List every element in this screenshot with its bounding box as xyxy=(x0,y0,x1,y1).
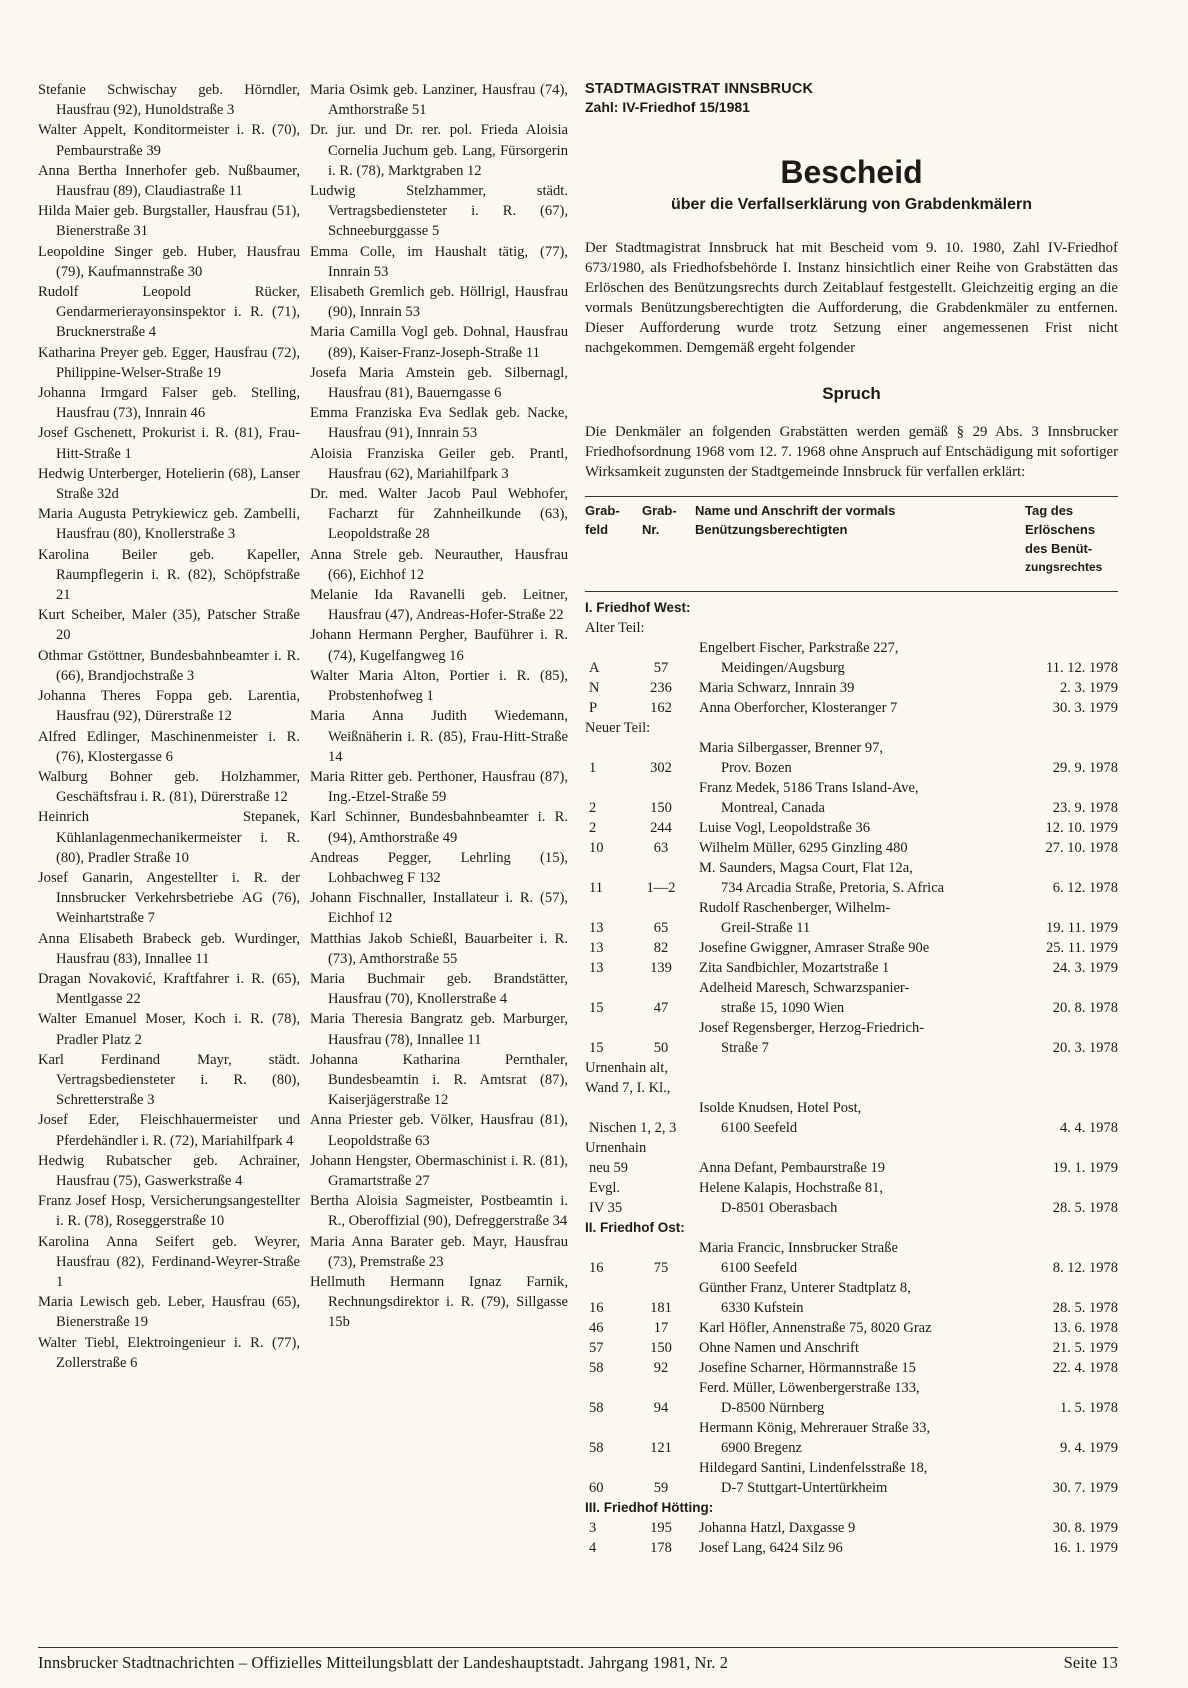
holder-line: Helene Kalapis, Hochstraße 81, xyxy=(699,1180,884,1196)
holder-name-address xyxy=(685,858,1018,898)
expiry-date: 30. 8. 1979 xyxy=(1052,1520,1118,1536)
obituary-entry: Dr. med. Walter Jacob Paul Webhofer, Facharzt für Zahnheilkunde (63), Leopoldstraße 28 xyxy=(310,486,568,543)
header-date-line4: zungsrechtes xyxy=(1025,560,1103,574)
header-date-line2: Erlöschens xyxy=(1025,522,1096,537)
obituary-entry: Johanna Irmgard Falser geb. Stelling, Hausfrau (73), Innrain 46 xyxy=(38,385,300,422)
obituary-entry: Karolina Anna Seifert geb. Weyrer, Hausfrau (82), Ferdinand-Weyrer-Straße 1 xyxy=(38,1233,300,1290)
table-row xyxy=(585,1178,1118,1218)
holder-name-address xyxy=(685,778,1018,818)
expiry-date: 11. 12. 1978 xyxy=(1046,660,1118,676)
holder-line: Josef Regensberger, Herzog-Friedrich- xyxy=(699,1020,925,1036)
table-row xyxy=(585,898,1118,938)
grave-field: 11 xyxy=(589,880,603,896)
holder-line: Meidingen/Augsburg xyxy=(721,660,845,676)
obituary-column-left xyxy=(38,80,300,1373)
grave-number: 162 xyxy=(650,700,672,716)
grave-field: 3 xyxy=(589,1520,597,1536)
obituary-entry: Johanna Theres Foppa geb. Larentia, Hausfrau (92), Dürerstraße 12 xyxy=(38,688,300,725)
grave-field: 13 xyxy=(589,920,604,936)
grave-field: 58 xyxy=(589,1360,604,1376)
grave-field: 2 xyxy=(589,820,597,836)
grave-field: 58 xyxy=(589,1400,604,1416)
holder-line: Zita Sandbichler, Mozartstraße 1 xyxy=(699,960,890,976)
spruch-heading: Spruch xyxy=(822,384,881,403)
header-date xyxy=(1025,501,1118,577)
obituary-entry: Andreas Pegger, Lehrling (15), Lohbachweg F 132 xyxy=(310,849,568,886)
obituary-entry: Johann Hengster, Obermaschinist i. R. (81), Gramartstraße 27 xyxy=(310,1152,568,1189)
table-row xyxy=(585,1378,1118,1418)
holder-line: D-8500 Nürnberg xyxy=(721,1400,825,1416)
obituary-entry: Maria Buchmair geb. Brandstätter, Hausfrau (70), Knollerstraße 4 xyxy=(310,970,568,1008)
cemetery-subsection: Urnenhain xyxy=(585,1140,647,1156)
obituary-entry: Ludwig Stelzhammer, städt. Vertragsbediensteter i. R. (67), Schneeburggasse 5 xyxy=(310,183,568,240)
obituary-entry: Maria Anna Judith Wiedemann, Weißnäherin i. R. (85), Frau-Hitt-Straße 14 xyxy=(310,708,568,765)
cemetery-subsection: Alter Teil: xyxy=(585,620,645,636)
grave-number: 57 xyxy=(653,660,669,676)
spruch-paragraph: Die Denkmäler an folgenden Grabstätten werden gemäß § 29 Abs. 3 Innsbrucker Friedhofsordnung 1968 vom 12. 7. 1968 ohne Anspruch auf Entschädigung mit sofortiger Wirksamkeit zugunsten der Stadtgemeinde Innsbruck für verfallen erklärt: xyxy=(585,424,1118,480)
expiry-date: 20. 8. 1978 xyxy=(1052,1000,1118,1016)
header-date-line1: Tag des xyxy=(1025,503,1074,518)
holder-name-address xyxy=(685,898,1018,938)
obituary-entry: Josefa Maria Amstein geb. Silbernagl, Hausfrau (81), Bauerngasse 6 xyxy=(310,364,568,402)
cemetery-subsection: Urnenhain alt, xyxy=(585,1060,668,1076)
table-row xyxy=(585,858,1118,898)
holder-line: Ohne Namen und Anschrift xyxy=(699,1340,859,1356)
obituary-entry: Anna Elisabeth Brabeck geb. Wurdinger, Hausfrau (83), Innallee 11 xyxy=(38,930,300,967)
expiry-date: 12. 10. 1979 xyxy=(1045,820,1118,836)
table-row xyxy=(585,638,1118,678)
expiry-date: 25. 11. 1979 xyxy=(1046,940,1118,956)
cemetery-section-heading: I. Friedhof West: xyxy=(585,600,691,615)
holder-name-address xyxy=(685,1238,1018,1278)
obituary-entry: Walter Emanuel Moser, Koch i. R. (78), Pradler Platz 2 xyxy=(38,1011,300,1048)
obituary-entry: Josef Ganarin, Angestellter i. R. der Innsbrucker Verkehrsbetriebe AG (76), Weinhartstraße 7 xyxy=(38,869,300,927)
grave-number: 178 xyxy=(650,1540,672,1556)
holder-line: Josef Lang, 6424 Silz 96 xyxy=(699,1540,843,1556)
table-row xyxy=(585,1418,1118,1458)
obituary-entry: Maria Augusta Petrykiewicz geb. Zambelli, Hausfrau (80), Knollerstraße 3 xyxy=(38,506,300,543)
holder-line: D-8501 Oberasbach xyxy=(721,1200,838,1216)
obituary-entry: Karl Ferdinand Mayr, städt. Vertragsbediensteter i. R. (80), Schretterstraße 3 xyxy=(38,1051,300,1109)
holder-line: Ferd. Müller, Löwenbergerstraße 133, xyxy=(699,1380,920,1396)
obituary-entry: Dragan Novaković, Kraftfahrer i. R. (65), Mentlgasse 22 xyxy=(38,970,300,1008)
holder-name-address xyxy=(685,1518,1018,1538)
expiry-date: 1. 5. 1978 xyxy=(1060,1400,1118,1416)
expiry-date: 19. 11. 1979 xyxy=(1046,920,1118,936)
grave-field: 58 xyxy=(589,1440,604,1456)
expiry-date: 9. 4. 1979 xyxy=(1060,1440,1118,1456)
grave-number: 1—2 xyxy=(646,880,676,896)
grave-number: 47 xyxy=(653,1000,669,1016)
grave-number: 65 xyxy=(653,920,669,936)
obituary-entry: Hellmuth Hermann Ignaz Farnik, Rechnungsdirektor i. R. (79), Sillgasse 15b xyxy=(310,1273,568,1331)
grave-number: 236 xyxy=(650,680,672,696)
cemetery-subsection: Neuer Teil: xyxy=(585,720,651,736)
expiry-date: 28. 5. 1978 xyxy=(1052,1200,1118,1216)
holder-line: straße 15, 1090 Wien xyxy=(721,1000,845,1016)
holder-name-address xyxy=(685,678,1018,698)
grave-number: 63 xyxy=(653,840,669,856)
obituary-entry: Anna Bertha Innerhofer geb. Nußbaumer, Hausfrau (89), Claudiastraße 11 xyxy=(38,162,300,200)
table-row xyxy=(585,1518,1118,1538)
table-row xyxy=(585,1018,1118,1058)
obituary-entry: Walter Appelt, Konditormeister i. R. (70), Pembaurstraße 39 xyxy=(38,122,300,159)
table-row xyxy=(585,1098,1118,1138)
obituary-entry: Heinrich Stepanek, Kühlanlagenmechanikermeister i. R. (80), Pradler Straße 10 xyxy=(38,809,300,866)
holder-line: Johanna Hatzl, Daxgasse 9 xyxy=(699,1520,856,1536)
obituary-entry: Karl Schinner, Bundesbahnbeamter i. R. (94), Amthorstraße 49 xyxy=(310,809,568,846)
expiry-date: 16. 1. 1979 xyxy=(1052,1540,1118,1556)
holder-name-address xyxy=(685,1178,1018,1218)
grave-field: 16 xyxy=(589,1300,604,1316)
grave-field: 15 xyxy=(589,1000,604,1016)
obituary-entry: Katharina Preyer geb. Egger, Hausfrau (72), Philippine-Welser-Straße 19 xyxy=(38,344,300,381)
header-name-line2: Benützungsberechtigten xyxy=(695,522,848,537)
grave-field: A xyxy=(589,660,600,676)
table-row xyxy=(585,678,1118,698)
table-row xyxy=(585,1338,1118,1358)
holder-name-address xyxy=(685,638,1018,678)
grave-number: 50 xyxy=(653,1040,669,1056)
holder-name-address xyxy=(685,958,1018,978)
holder-line: M. Saunders, Magsa Court, Flat 12a, xyxy=(699,860,913,876)
obituary-entry: Hedwig Unterberger, Hotelierin (68), Lanser Straße 32d xyxy=(38,465,300,503)
expiry-date: 27. 10. 1978 xyxy=(1045,840,1118,856)
table-row xyxy=(585,1538,1118,1558)
holder-name-address xyxy=(685,978,1018,1018)
table-row xyxy=(585,938,1118,958)
holder-name-address xyxy=(685,1458,1018,1498)
expiry-date: 6. 12. 1978 xyxy=(1052,880,1118,896)
holder-line: Anna Defant, Pembaurstraße 19 xyxy=(699,1160,886,1176)
holder-line: 6100 Seefeld xyxy=(721,1260,798,1276)
expiry-date: 8. 12. 1978 xyxy=(1052,1260,1118,1276)
grave-number: 150 xyxy=(650,1340,672,1356)
holder-name-address xyxy=(685,1278,1018,1318)
holder-line: Maria Francic, Innsbrucker Straße xyxy=(699,1240,898,1256)
obituary-entry: Emma Colle, im Haushalt tätig, (77), Innrain 53 xyxy=(310,243,568,280)
holder-name-address xyxy=(685,1098,1018,1138)
holder-name-address xyxy=(685,938,1018,958)
holder-line: Hermann König, Mehrerauer Straße 33, xyxy=(699,1420,931,1436)
header-name xyxy=(695,501,1025,577)
expiry-date: 24. 3. 1979 xyxy=(1052,960,1118,976)
grave-field: 2 xyxy=(589,800,597,816)
obituary-entry: Maria Lewisch geb. Leber, Hausfrau (65), Bienerstraße 19 xyxy=(38,1294,300,1331)
obituary-entry: Aloisia Franziska Geiler geb. Prantl, Hausfrau (62), Mariahilfpark 3 xyxy=(310,445,568,482)
holder-name-address xyxy=(685,818,1018,838)
holder-line: Greil-Straße 11 xyxy=(721,920,811,936)
issuing-authority: STADTMAGISTRAT INNSBRUCK xyxy=(585,81,814,97)
grave-field: 13 xyxy=(589,960,604,976)
holder-name-address xyxy=(685,738,1018,778)
header-name-line1: Name und Anschrift der vormals xyxy=(695,503,896,518)
holder-line: Luise Vogl, Leopoldstraße 36 xyxy=(699,820,871,836)
grave-field: 13 xyxy=(589,940,604,956)
obituary-entry: Rudolf Leopold Rücker, Gendarmerierayonsinspektor i. R. (71), Brucknerstraße 4 xyxy=(38,284,300,341)
grave-field: 10 xyxy=(589,840,604,856)
holder-line: Prov. Bozen xyxy=(721,760,792,776)
grave-field: Nischen 1, 2, 3 xyxy=(589,1120,677,1136)
table-row xyxy=(585,818,1118,838)
table-row xyxy=(585,698,1118,718)
obituary-entry: Josef Gschenett, Prokurist i. R. (81), Frau-Hitt-Straße 1 xyxy=(38,425,300,462)
grave-number: 17 xyxy=(653,1320,669,1336)
obituary-entry: Matthias Jakob Schießl, Bauarbeiter i. R. (73), Amthorstraße 55 xyxy=(310,930,568,967)
table-row xyxy=(585,958,1118,978)
reference-number: Zahl: IV-Friedhof 15/1981 xyxy=(585,99,750,115)
holder-line: Wilhelm Müller, 6295 Ginzling 480 xyxy=(699,840,908,856)
grave-number: 302 xyxy=(650,760,672,776)
table-row xyxy=(585,738,1118,778)
obituary-entry: Johanna Katharina Pernthaler, Bundesbeamtin i. R. Amtsrat (87), Kaiserjägerstraße 12 xyxy=(310,1051,568,1109)
grave-field: P xyxy=(589,700,598,716)
grave-number: 82 xyxy=(653,940,669,956)
holder-name-address xyxy=(685,1318,1018,1338)
holder-line: Straße 7 xyxy=(721,1040,769,1056)
obituary-entry: Franz Josef Hosp, Versicherungsangestellter i. R. (78), Roseggerstraße 10 xyxy=(38,1193,300,1230)
holder-line: Josefine Gwiggner, Amraser Straße 90e xyxy=(699,940,930,956)
holder-line: Maria Silbergasser, Brenner 97, xyxy=(699,740,883,756)
expiry-date: 19. 1. 1979 xyxy=(1052,1160,1118,1176)
holder-line: Franz Medek, 5186 Trans Island-Ave, xyxy=(699,780,919,796)
grave-field: N xyxy=(589,680,600,696)
table-row xyxy=(585,1458,1118,1498)
obituary-entry: Stefanie Schwischay geb. Hörndler, Hausfrau (92), Hunoldstraße 3 xyxy=(38,82,300,119)
bescheid-column xyxy=(585,80,1118,1558)
holder-line: 734 Arcadia Straße, Pretoria, S. Africa xyxy=(721,880,945,896)
holder-line: Josefine Scharner, Hörmannstraße 15 xyxy=(699,1360,916,1376)
obituary-column-middle xyxy=(310,80,568,1333)
holder-name-address xyxy=(685,1538,1018,1558)
holder-line: 6100 Seefeld xyxy=(721,1120,798,1136)
holder-line: Isolde Knudsen, Hotel Post, xyxy=(699,1100,862,1116)
expiry-date: 20. 3. 1978 xyxy=(1052,1040,1118,1056)
holder-line: Adelheid Maresch, Schwarzspanier- xyxy=(699,980,910,996)
bescheid-subtitle: über die Verfallserklärung von Grabdenkmälern xyxy=(670,196,1032,213)
holder-line: Maria Schwarz, Innrain 39 xyxy=(699,680,855,696)
expiry-date: 30. 7. 1979 xyxy=(1052,1480,1118,1496)
table-row xyxy=(585,1238,1118,1278)
header-grabnr: Grab- Nr. xyxy=(642,503,677,537)
cemetery-section-heading: II. Friedhof Ost: xyxy=(585,1220,685,1235)
holder-name-address xyxy=(685,1378,1018,1418)
obituary-entry: Karolina Beiler geb. Kapeller, Raumpflegerin i. R. (82), Schöpfstraße 21 xyxy=(38,546,300,604)
obituary-entry: Maria Osimk geb. Lanziner, Hausfrau (74), Amthorstraße 51 xyxy=(310,82,568,119)
table-row xyxy=(585,778,1118,818)
obituary-entry: Kurt Scheiber, Maler (35), Patscher Straße 20 xyxy=(38,607,300,644)
obituary-entry: Josef Eder, Fleischhauermeister und Pferdehändler i. R. (72), Mariahilfpark 4 xyxy=(38,1112,300,1149)
bescheid-title: Bescheid xyxy=(780,154,923,190)
grave-number: 150 xyxy=(650,800,672,816)
page-number: Seite 13 xyxy=(1063,1653,1118,1672)
expiry-date: 22. 4. 1978 xyxy=(1052,1360,1118,1376)
grave-field: 15 xyxy=(589,1040,604,1056)
holder-line: 6330 Kufstein xyxy=(721,1300,804,1316)
obituary-entry: Alfred Edlinger, Maschinenmeister i. R. (76), Klostergasse 6 xyxy=(38,728,300,765)
obituary-entry: Bertha Aloisia Sagmeister, Postbeamtin i. R., Oberoffizial (90), Defreggerstraße 34 xyxy=(310,1193,568,1230)
grave-number: 181 xyxy=(650,1300,672,1316)
holder-name-address xyxy=(685,838,1018,858)
grave-number: 195 xyxy=(650,1520,672,1536)
holder-line: Hildegard Santini, Lindenfelsstraße 18, xyxy=(699,1460,928,1476)
table-header xyxy=(585,496,1118,591)
obituary-entry: Walter Maria Alton, Portier i. R. (85), Probstenhofweg 1 xyxy=(310,667,568,705)
grave-number: 75 xyxy=(653,1260,669,1276)
holder-name-address xyxy=(685,1358,1018,1378)
holder-name-address xyxy=(685,698,1018,718)
table-row xyxy=(585,1358,1118,1378)
obituary-entry: Maria Theresia Bangratz geb. Marburger, Hausfrau (78), Innallee 11 xyxy=(310,1011,568,1048)
holder-line: Anna Oberforcher, Klosteranger 7 xyxy=(699,700,898,716)
obituary-entry: Hilda Maier geb. Burgstaller, Hausfrau (51), Bienerstraße 31 xyxy=(38,203,300,240)
holder-line: 6900 Bregenz xyxy=(721,1440,802,1456)
obituary-entry: Othmar Gstöttner, Bundesbahnbeamter i. R. (66), Brandjochstraße 3 xyxy=(38,647,300,684)
obituary-entry: Dr. jur. und Dr. rer. pol. Frieda Aloisia Cornelia Juchum geb. Lang, Fürsorgerin i. R. (78), Marktgraben 12 xyxy=(310,122,568,179)
expiry-date: 29. 9. 1978 xyxy=(1052,760,1118,776)
grave-number: 121 xyxy=(650,1440,672,1456)
table-row xyxy=(585,1158,1118,1178)
obituary-entry: Maria Camilla Vogl geb. Dohnal, Hausfrau (89), Kaiser-Franz-Joseph-Straße 11 xyxy=(310,324,568,361)
cemetery-subsection: Wand 7, I. Kl., xyxy=(585,1080,671,1096)
page-footer xyxy=(38,1647,1118,1673)
obituary-entry: Walter Tiebl, Elektroingenieur i. R. (77), Zollerstraße 6 xyxy=(38,1334,300,1371)
obituary-entry: Elisabeth Gremlich geb. Höllrigl, Hausfrau (90), Innrain 53 xyxy=(310,284,568,321)
obituary-entry: Johann Fischnaller, Installateur i. R. (57), Eichhof 12 xyxy=(310,890,568,927)
holder-line: Rudolf Raschenberger, Wilhelm- xyxy=(699,900,891,916)
expiry-date: 30. 3. 1979 xyxy=(1052,700,1118,716)
holder-name-address xyxy=(685,1018,1018,1058)
footer-publication: Innsbrucker Stadtnachrichten – Offizielles Mitteilungsblatt der Landeshauptstadt. Jahrgang 1981, Nr. 2 xyxy=(38,1653,729,1672)
obituary-entry: Emma Franziska Eva Sedlak geb. Nacke, Hausfrau (91), Innrain 53 xyxy=(310,405,568,442)
expiry-date: 21. 5. 1979 xyxy=(1052,1340,1118,1356)
grave-field: 1 xyxy=(589,760,597,776)
obituary-entry: Hedwig Rubatscher geb. Achrainer, Hausfrau (75), Gaswerkstraße 4 xyxy=(38,1152,300,1189)
grave-field: 16 xyxy=(589,1260,604,1276)
grave-table-body xyxy=(585,598,1118,1558)
grave-field: 60 xyxy=(589,1480,604,1496)
grave-number: 59 xyxy=(653,1480,669,1496)
obituary-entry: Maria Anna Barater geb. Mayr, Hausfrau (73), Premstraße 23 xyxy=(310,1233,568,1270)
grave-field: 57 xyxy=(589,1340,604,1356)
expiry-date: 2. 3. 1979 xyxy=(1060,680,1118,696)
obituary-entry: Anna Strele geb. Neurauther, Hausfrau (66), Eichhof 12 xyxy=(310,546,568,583)
expiry-date: 28. 5. 1978 xyxy=(1052,1300,1118,1316)
expiry-date: 4. 4. 1978 xyxy=(1060,1120,1118,1136)
holder-name-address xyxy=(685,1158,1018,1178)
holder-line: Montreal, Canada xyxy=(721,800,825,816)
table-row xyxy=(585,1278,1118,1318)
expiry-date: 13. 6. 1978 xyxy=(1052,1320,1118,1336)
holder-name-address xyxy=(685,1338,1018,1358)
holder-name-address xyxy=(685,1418,1018,1458)
obituary-entry: Anna Priester geb. Völker, Hausfrau (81), Leopoldstraße 63 xyxy=(310,1112,568,1149)
table-row xyxy=(585,978,1118,1018)
grave-number: 139 xyxy=(650,960,672,976)
holder-line: Engelbert Fischer, Parkstraße 227, xyxy=(699,640,899,656)
grave-field: neu 59 xyxy=(589,1160,629,1176)
grave-field: 46 xyxy=(589,1320,604,1336)
obituary-entry: Johann Hermann Pergher, Bauführer i. R. (74), Kugelfangweg 16 xyxy=(310,627,568,664)
grave-field: 4 xyxy=(589,1540,597,1556)
header-grabfeld: Grab- feld xyxy=(585,503,620,537)
cemetery-section-heading: III. Friedhof Hötting: xyxy=(585,1500,714,1515)
table-row xyxy=(585,838,1118,858)
intro-paragraph: Der Stadtmagistrat Innsbruck hat mit Bescheid vom 9. 10. 1980, Zahl IV-Friedhof 673/1980, als Friedhofsbehörde I. Instanz hinsichtlich einer Reihe von Grabstätten das Erlöschen des Benützungsrechts durch Zeitablauf festgestellt. Gleichzeitig erging an die vormals Benützungsberechtigten die Aufforderung, die Grabdenkmäler zu entfernen. Dieser Aufforderung wurde trotz Setzung einer angemessenen Frist nicht nachgekommen. Demgemäß ergeht folgender xyxy=(585,240,1118,356)
holder-line: Karl Höfler, Annenstraße 75, 8020 Graz xyxy=(699,1320,932,1336)
obituary-entry: Walburg Bohner geb. Holzhammer, Geschäftsfrau i. R. (81), Dürerstraße 12 xyxy=(38,768,300,806)
grave-number: 244 xyxy=(650,820,672,836)
expiry-date: 23. 9. 1978 xyxy=(1052,800,1118,816)
holder-line: D-7 Stuttgart-Untertürkheim xyxy=(721,1480,888,1496)
table-row xyxy=(585,1318,1118,1338)
grave-number: 92 xyxy=(653,1360,669,1376)
holder-line: Günther Franz, Unterer Stadtplatz 8, xyxy=(699,1280,911,1296)
grave-field: Evgl. IV 35 xyxy=(589,1180,623,1216)
obituary-entry: Maria Ritter geb. Perthoner, Hausfrau (87), Ing.-Etzel-Straße 59 xyxy=(310,768,568,806)
header-date-line3: des Benüt- xyxy=(1025,541,1093,556)
obituary-entry: Leopoldine Singer geb. Huber, Hausfrau (79), Kaufmannstraße 30 xyxy=(38,243,300,280)
table-header-rule xyxy=(585,591,1118,592)
obituary-entry: Melanie Ida Ravanelli geb. Leitner, Hausfrau (47), Andreas-Hofer-Straße 22 xyxy=(310,587,568,624)
grave-number: 94 xyxy=(653,1400,669,1416)
